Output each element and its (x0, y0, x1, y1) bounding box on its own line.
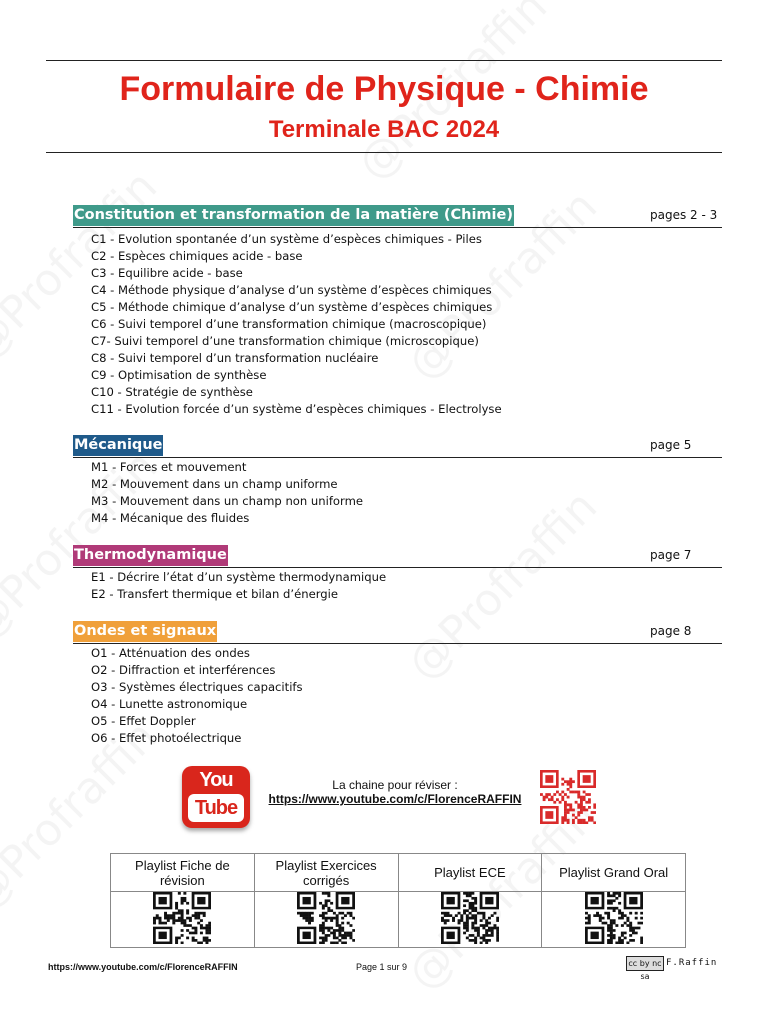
qr-code-icon[interactable] (542, 892, 686, 948)
list-item: C4 - Méthode physique d’analyse d’un système d’espèces chimiques (91, 283, 492, 297)
section-chimie (73, 205, 722, 418)
list-item: O1 - Atténuation des ondes (91, 646, 250, 660)
list-item: C2 - Espèces chimiques acide - base (91, 249, 303, 263)
section-header (73, 435, 722, 458)
playlist-cell-ece[interactable]: Playlist ECE (398, 854, 542, 892)
list-item: E1 - Décrire l’état d’un système thermodynamique (91, 570, 387, 584)
page-title: Formulaire de Physique - Chimie (119, 70, 649, 108)
list-item: C7- Suivi temporel d’une transformation chimique (microscopique) (91, 334, 479, 348)
qr-code-icon[interactable] (398, 892, 542, 948)
list-item: M2 - Mouvement dans un champ uniforme (91, 477, 338, 491)
list-item: C6 - Suivi temporel d’une transformation chimique (macroscopique) (91, 317, 487, 331)
list-item: C11 - Evolution forcée d’un système d’espèces chimiques - Electrolyse (91, 402, 502, 416)
youtube-logo-icon[interactable] (182, 766, 250, 828)
section-title: Thermodynamique (73, 545, 228, 566)
item-list (73, 459, 722, 527)
item-list (73, 231, 722, 418)
section-header (73, 205, 722, 228)
footer-page-number: Page 1 sur 9 (356, 962, 408, 972)
list-item: C5 - Méthode chimique d’analyse d’un système d’espèces chimiques (91, 300, 493, 314)
cc-license-icon: cc by nc sa (626, 956, 664, 971)
section-title: Mécanique (73, 435, 163, 456)
youtube-channel-block (255, 778, 535, 806)
youtube-logo-you: You (199, 769, 233, 791)
section-header (73, 621, 722, 644)
list-item: O6 - Effet photoélectrique (91, 731, 242, 745)
list-item: M1 - Forces et mouvement (91, 460, 247, 474)
youtube-logo-tube: Tube (188, 794, 244, 822)
section-pages: page 7 (650, 548, 692, 562)
list-item: C3 - Equilibre acide - base (91, 266, 243, 280)
section-title: Constitution et transformation de la matière (Chimie) (73, 205, 514, 226)
playlist-cell-grand-oral[interactable]: Playlist Grand Oral (542, 854, 686, 892)
header-bottom-rule (46, 152, 722, 153)
playlist-cell-exercices[interactable]: Playlist Exercices corrigés (254, 854, 398, 892)
qr-code-icon[interactable] (111, 892, 255, 948)
page-subtitle: Terminale BAC 2024 (268, 116, 500, 143)
item-list (73, 569, 722, 603)
item-list (73, 645, 722, 747)
footer-author: F.Raffin (666, 958, 718, 968)
section-title: Ondes et signaux (73, 621, 217, 642)
list-item: C9 - Optimisation de synthèse (91, 368, 267, 382)
list-item: C10 - Stratégie de synthèse (91, 385, 253, 399)
section-pages: page 5 (650, 438, 692, 452)
list-item: O3 - Systèmes électriques capacitifs (91, 680, 303, 694)
section-mecanique (73, 435, 722, 527)
section-pages: pages 2 - 3 (650, 208, 718, 222)
list-item: E2 - Transfert thermique et bilan d’énergie (91, 587, 338, 601)
youtube-channel-link[interactable]: https://www.youtube.com/c/FlorenceRAFFIN (268, 792, 522, 806)
list-item: M3 - Mouvement dans un champ non uniforme (91, 494, 364, 508)
section-header (73, 545, 722, 568)
qr-code-icon[interactable] (254, 892, 398, 948)
qr-code-icon[interactable] (540, 770, 596, 824)
playlist-cell-revision[interactable]: Playlist Fiche de révision (111, 854, 255, 892)
playlist-table (110, 853, 686, 948)
list-item: O4 - Lunette astronomique (91, 697, 248, 711)
section-ondes (73, 621, 722, 747)
footer-url[interactable]: https://www.youtube.com/c/FlorenceRAFFIN (48, 962, 238, 972)
header-top-rule (46, 60, 722, 61)
list-item: M4 - Mécanique des fluides (91, 511, 250, 525)
section-pages: page 8 (650, 624, 692, 638)
section-thermodynamique (73, 545, 722, 603)
list-item: C1 - Evolution spontanée d’un système d’espèces chimiques - Piles (91, 232, 482, 246)
youtube-channel-caption: La chaine pour réviser : (332, 778, 458, 792)
list-item: O2 - Diffraction et interférences (91, 663, 276, 677)
list-item: O5 - Effet Doppler (91, 714, 196, 728)
list-item: C8 - Suivi temporel d’un transformation nucléaire (91, 351, 379, 365)
